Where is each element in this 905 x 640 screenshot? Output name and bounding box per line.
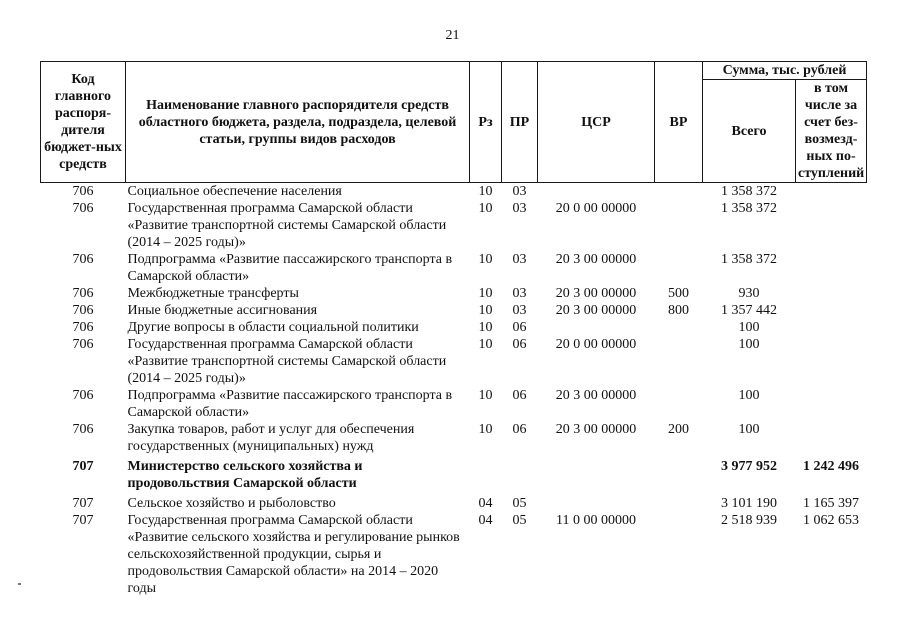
header-total: Всего (703, 80, 796, 183)
cell-rz: 10 (478, 303, 493, 318)
cell-vr (655, 336, 703, 387)
cell-csr: 20 0 00 00000 (555, 337, 637, 352)
cell-total: 1 358 372 (721, 252, 777, 267)
table-row (41, 421, 867, 455)
cell-code: 706 (72, 388, 94, 403)
cell-free (796, 251, 867, 285)
page-number: 21 (445, 28, 460, 43)
cell-free (796, 336, 867, 387)
header-free: в том числе за счет без-возмезд-ных по-ступлений (796, 80, 867, 183)
cell-rz (470, 455, 502, 492)
cell-name: Министерство сельского хозяйства и продовольствия Самарской области (127, 459, 363, 491)
table-row (41, 251, 867, 285)
cell-code: 707 (72, 459, 94, 474)
header-name: Наименование главного распорядителя средств областного бюджета, раздела, подраздела, целевой статьи, группы видов расходов (126, 62, 470, 183)
budget-table (40, 61, 867, 597)
cell-csr: 20 3 00 00000 (555, 388, 637, 403)
header-rz: Рз (470, 62, 502, 183)
cell-total: 100 (738, 388, 760, 403)
cell-pr: 05 (512, 496, 527, 511)
table-row (41, 387, 867, 421)
cell-free: 1 165 397 (803, 496, 859, 511)
cell-free: 1 242 496 (803, 459, 859, 474)
cell-csr: 20 3 00 00000 (555, 303, 637, 318)
cell-total: 1 357 442 (721, 303, 777, 318)
cell-total: 100 (738, 422, 760, 437)
cell-code: 706 (72, 337, 94, 352)
cell-vr (655, 455, 703, 492)
cell-vr (655, 183, 703, 201)
table-row (41, 285, 867, 302)
cell-csr: 20 3 00 00000 (555, 286, 637, 301)
cell-vr: 500 (668, 286, 689, 301)
table-row (41, 455, 867, 492)
cell-code: 706 (72, 303, 94, 318)
cell-csr (538, 492, 655, 512)
cell-free (796, 387, 867, 421)
cell-total: 100 (738, 320, 760, 335)
cell-code: 707 (72, 496, 94, 511)
cell-code: 706 (72, 286, 94, 301)
header-code: Код главного распоря-дителя бюджет-ных средств (41, 62, 126, 183)
cell-pr: 06 (512, 337, 527, 352)
table-row (41, 492, 867, 512)
cell-name: Межбюджетные трансферты (127, 286, 299, 301)
cell-free (796, 183, 867, 201)
table-row (41, 319, 867, 336)
cell-csr (538, 183, 655, 201)
cell-free (796, 285, 867, 302)
cell-pr: 03 (512, 252, 527, 267)
cell-code: 706 (72, 201, 94, 216)
cell-vr (655, 251, 703, 285)
cell-pr: 03 (512, 286, 527, 301)
cell-rz: 10 (478, 184, 493, 199)
cell-rz: 10 (478, 320, 493, 335)
cell-total: 1 358 372 (721, 184, 777, 199)
cell-name: Государственная программа Самарской области «Развитие сельского хозяйства и регулирование рынков сельскохозяйственной продукции, сырья и продовольствия Самарской области» на 2014 – 2020 годы (127, 513, 460, 596)
cell-pr: 03 (512, 303, 527, 318)
cell-free (796, 319, 867, 336)
cell-csr (538, 319, 655, 336)
table-row (41, 512, 867, 597)
cell-name: Закупка товаров, работ и услуг для обеспечения государственных (муниципальных) нужд (127, 422, 415, 454)
cell-pr: 05 (512, 513, 527, 528)
cell-rz: 10 (478, 201, 493, 216)
cell-code: 707 (72, 513, 94, 528)
header-csr: ЦСР (538, 62, 655, 183)
cell-code: 706 (72, 184, 94, 199)
cell-rz: 04 (478, 496, 493, 511)
table-row (41, 336, 867, 387)
cell-code: 706 (72, 422, 94, 437)
cell-vr (655, 200, 703, 251)
cell-free (796, 200, 867, 251)
cell-rz: 10 (478, 286, 493, 301)
cell-total: 3 101 190 (721, 496, 777, 511)
cell-total: 2 518 939 (721, 513, 777, 528)
cell-name: Подпрограмма «Развитие пассажирского транспорта в Самарской области» (127, 252, 453, 284)
cell-total: 100 (738, 337, 760, 352)
cell-name: Иные бюджетные ассигнования (127, 303, 318, 318)
table-row (41, 183, 867, 201)
cell-vr (655, 492, 703, 512)
cell-vr: 200 (668, 422, 689, 437)
cell-total: 930 (738, 286, 760, 301)
header-sum-group: Сумма, тыс. рублей (703, 62, 867, 80)
cell-free: 1 062 653 (803, 513, 859, 528)
cell-vr (655, 512, 703, 597)
cell-total: 3 977 952 (721, 459, 777, 474)
cell-rz: 04 (478, 513, 493, 528)
table-header (41, 62, 867, 183)
cell-rz: 10 (478, 422, 493, 437)
cell-csr: 20 3 00 00000 (555, 422, 637, 437)
cell-rz: 10 (478, 252, 493, 267)
cell-name: Государственная программа Самарской области «Развитие транспортной системы Самарской области (2014 – 2025 годы)» (127, 201, 447, 250)
cell-rz: 10 (478, 337, 493, 352)
cell-vr (655, 319, 703, 336)
cell-pr (502, 455, 538, 492)
cell-csr (538, 455, 655, 492)
table-row (41, 200, 867, 251)
table-body (41, 183, 867, 598)
cell-name: Другие вопросы в области социальной политики (127, 320, 419, 335)
cell-name: Сельское хозяйство и рыболовство (127, 496, 336, 511)
cell-free (796, 421, 867, 455)
cell-name: Государственная программа Самарской области «Развитие транспортной системы Самарской области (2014 – 2025 годы)» (127, 337, 447, 386)
cell-name: Социальное обеспечение населения (127, 184, 342, 199)
header-pr: ПР (502, 62, 538, 183)
cell-vr (655, 387, 703, 421)
cell-vr: 800 (668, 303, 689, 318)
table-row (41, 302, 867, 319)
cell-pr: 03 (512, 201, 527, 216)
cell-csr: 20 3 00 00000 (555, 252, 637, 267)
cell-pr: 06 (512, 320, 527, 335)
cell-pr: 06 (512, 422, 527, 437)
header-vr: ВР (655, 62, 703, 183)
cell-code: 706 (72, 320, 94, 335)
cell-csr: 20 0 00 00000 (555, 201, 637, 216)
cell-pr: 03 (512, 184, 527, 199)
cell-free (796, 302, 867, 319)
cell-total: 1 358 372 (721, 201, 777, 216)
cell-code: 706 (72, 252, 94, 267)
cell-pr: 06 (512, 388, 527, 403)
cell-rz: 10 (478, 388, 493, 403)
scan-mark (18, 583, 21, 585)
cell-csr: 11 0 00 00000 (556, 513, 636, 528)
cell-name: Подпрограмма «Развитие пассажирского транспорта в Самарской области» (127, 388, 453, 420)
